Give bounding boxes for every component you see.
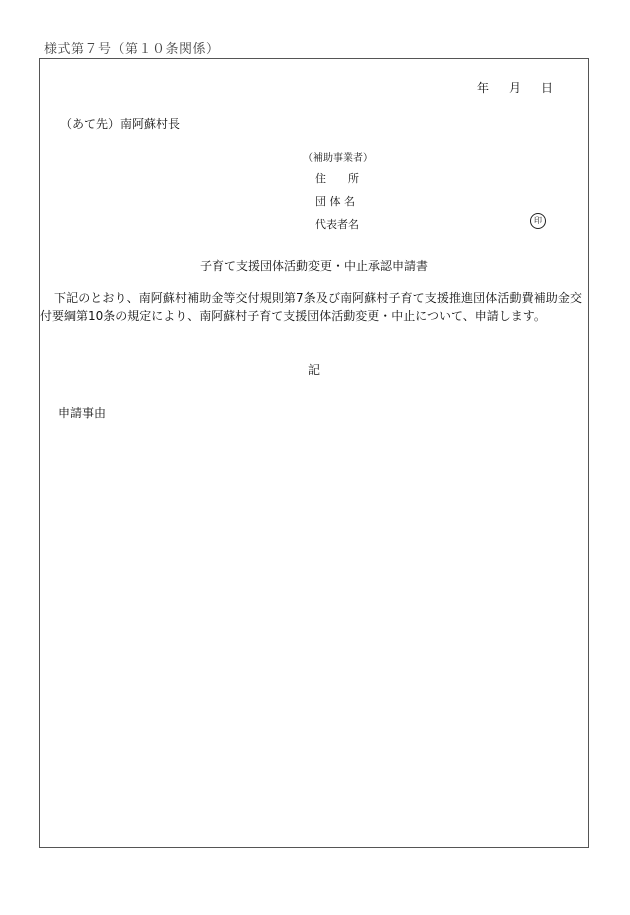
application-form-frame — [39, 58, 589, 848]
date-row — [477, 79, 553, 96]
body-paragraph: 下記のとおり、南阿蘇村補助金等交付規則第7条及び南阿蘇村子育て支援推進団体活動費補助金交付要綱第10条の規定により、南阿蘇村子育て支援団体活動変更・中止について、申請します。 — [40, 291, 582, 323]
reason-label: 申請事由 — [58, 406, 107, 420]
seal-mark: 印 — [530, 213, 546, 229]
form-number-label: 様式第７号（第１０条関係） — [44, 42, 220, 57]
representative-label: 代表者名 — [315, 218, 359, 231]
address-label: 住 所 — [315, 172, 359, 185]
addressee: （あて先）南阿蘇村長 — [60, 117, 181, 131]
group-name-label: 団 体 名 — [315, 195, 355, 208]
date-day: 日 — [540, 81, 553, 95]
date-year: 年 — [476, 81, 489, 95]
applicant-block — [298, 149, 373, 233]
date-month: 月 — [508, 81, 521, 95]
ki-marker: 記 — [307, 363, 320, 377]
document-title: 子育て支援団体活動変更・中止承認申請書 — [199, 259, 428, 273]
applicant-heading: （補助事業者） — [303, 153, 373, 164]
